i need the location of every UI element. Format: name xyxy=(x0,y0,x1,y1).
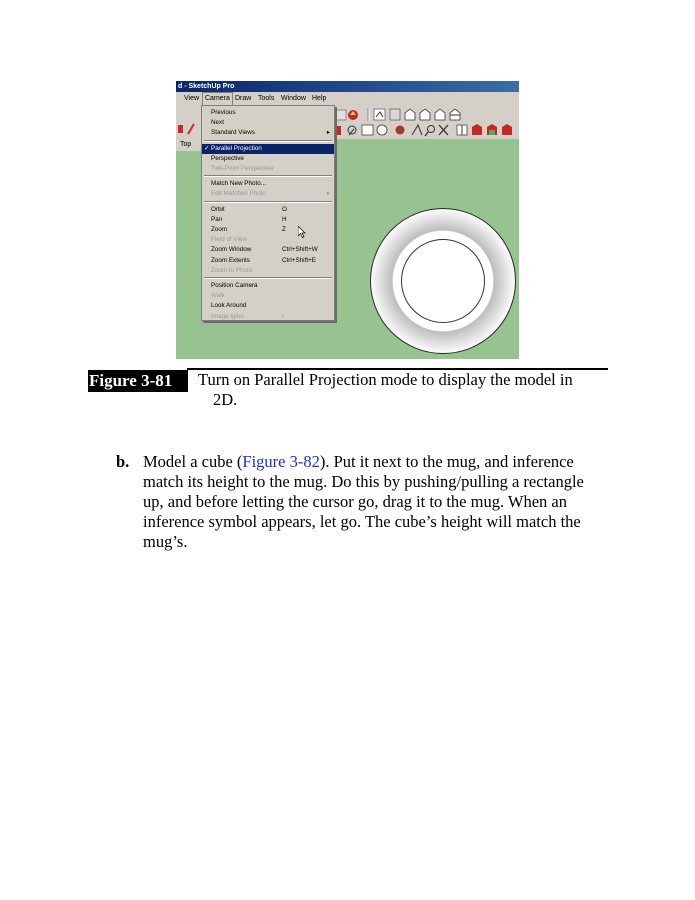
menu-item-zoom-extents[interactable] xyxy=(202,256,334,266)
menu-item-label: Orbit xyxy=(211,205,225,213)
menu-separator xyxy=(204,201,332,203)
menu-item-label: Zoom Window xyxy=(211,246,252,254)
menu-item-look-around[interactable] xyxy=(202,301,334,311)
sketchup-screenshot xyxy=(176,81,519,359)
menu-camera[interactable]: Camera xyxy=(202,92,233,105)
step-line-4: inference symbol appears, let go. The cube’s height will match the xyxy=(143,512,581,531)
menu-item-zoom[interactable] xyxy=(202,225,334,235)
menu-item-zoom-to-photo xyxy=(202,266,334,276)
caption-line-2: 2D. xyxy=(213,390,238,409)
menu-item-label: Match New Photo... xyxy=(211,180,266,188)
menu-item-shortcut: Ctrl+Shift+E xyxy=(282,256,316,264)
previous-view-icon xyxy=(457,125,467,135)
submenu-arrow-icon: ▸ xyxy=(326,129,330,137)
menu-item-perspective[interactable] xyxy=(202,154,334,164)
text-icon xyxy=(362,125,373,135)
caption-line-1: Turn on Parallel Projection mode to display the model in xyxy=(198,370,573,389)
fog-icon xyxy=(487,124,497,135)
front-view-icon xyxy=(405,109,415,120)
shadows-icon xyxy=(472,124,482,135)
menu-item-label: Walk xyxy=(211,292,225,300)
menu-item-label: Pan xyxy=(211,215,223,223)
menubar xyxy=(176,92,519,105)
menu-help[interactable]: Help xyxy=(312,95,327,102)
window-title: d - SketchUp Pro xyxy=(176,81,519,92)
menu-item-label: Image Igloo xyxy=(211,312,244,320)
iso-icon xyxy=(374,109,385,120)
menu-item-label: Field of View xyxy=(211,236,247,244)
menu-item-shortcut: I xyxy=(282,312,284,320)
menu-item-shortcut: Ctrl+Shift+W xyxy=(282,246,318,254)
tape-icon xyxy=(336,126,341,135)
menu-separator xyxy=(204,277,332,279)
menu-item-pan[interactable] xyxy=(202,215,334,225)
menu-item-label: Two-Point Perspective xyxy=(211,165,274,172)
zoom-icon xyxy=(425,126,435,137)
protractor-icon xyxy=(348,126,356,135)
mug-interior xyxy=(401,239,485,323)
zoom-extents-icon xyxy=(439,125,448,135)
component-icon xyxy=(348,110,358,120)
menu-view[interactable]: View xyxy=(184,95,200,102)
menu-window[interactable]: Window xyxy=(281,95,306,102)
left-view-icon xyxy=(450,109,460,120)
step-letter: b. xyxy=(116,452,130,471)
walk-icon xyxy=(336,110,346,120)
orbit-icon xyxy=(396,126,405,135)
menu-separator xyxy=(204,140,332,142)
menu-item-label: Zoom to Photo xyxy=(211,266,253,274)
menu-item-match-new-photo[interactable] xyxy=(202,179,334,189)
figure-caption xyxy=(198,370,598,410)
menu-item-label: Previous xyxy=(211,109,236,116)
section-icon xyxy=(502,124,512,135)
menu-item-field-of-view xyxy=(202,235,334,245)
checkmark-icon: ✓ xyxy=(204,144,210,152)
view-name-tab: Top xyxy=(176,139,204,151)
menu-item-label: Next xyxy=(211,119,224,127)
right-view-icon xyxy=(420,109,430,120)
menu-item-shortcut: O xyxy=(282,205,287,213)
menu-item-label: Edit Matched Photo xyxy=(211,190,266,198)
menu-item-edit-matched-photo xyxy=(202,189,334,199)
menu-item-shortcut: H xyxy=(282,215,287,223)
step-line-2: match its height to the mug. Do this by pushing/pulling a rectangle xyxy=(143,472,584,491)
step-line-3: up, and before letting the cursor go, drag it to the mug. When an xyxy=(143,492,567,511)
figure-label: Figure 3-81 xyxy=(88,370,188,392)
axes-icon xyxy=(377,125,387,135)
step-text xyxy=(143,452,606,552)
step-line-1: Model a cube (Figure 3-82). Put it next to the mug, and inference xyxy=(143,452,574,471)
pan-icon xyxy=(412,125,422,135)
top-view-icon xyxy=(390,109,400,120)
menu-item-label: Position Camera xyxy=(211,282,258,289)
menu-separator xyxy=(204,175,332,177)
menu-item-parallel-projection[interactable] xyxy=(202,144,334,154)
menu-item-image-igloo xyxy=(202,312,334,322)
menu-item-label: Perspective xyxy=(211,154,244,162)
menu-item-previous[interactable] xyxy=(202,108,334,118)
mouse-cursor-icon xyxy=(298,226,306,238)
menu-item-label: Zoom Extents xyxy=(211,256,250,264)
menu-item-shortcut: Z xyxy=(282,226,286,233)
pencil-icon xyxy=(188,124,194,134)
menu-item-standard-views[interactable] xyxy=(202,128,334,138)
menu-item-next[interactable] xyxy=(202,118,334,128)
menu-tools[interactable]: Tools xyxy=(258,95,275,102)
menu-item-label: Parallel Projection xyxy=(211,144,262,152)
menu-item-label: Standard Views xyxy=(211,129,255,137)
submenu-arrow-icon: ▸ xyxy=(326,190,330,198)
menu-draw[interactable]: Draw xyxy=(235,95,252,102)
paint-icon xyxy=(178,125,183,133)
menu-item-label: Zoom xyxy=(211,226,228,233)
menu-item-position-camera[interactable] xyxy=(202,281,334,291)
menu-item-zoom-window[interactable] xyxy=(202,245,334,255)
figure-ref-link[interactable]: Figure 3-82 xyxy=(242,452,320,471)
back-view-icon xyxy=(435,109,445,120)
step-line-5: mug’s. xyxy=(143,532,188,551)
menu-item-orbit[interactable] xyxy=(202,205,334,215)
menu-item-two-point-perspective xyxy=(202,164,334,174)
menu-item-label: Look Around xyxy=(211,302,247,310)
menu-item-walk xyxy=(202,291,334,301)
camera-menu xyxy=(201,105,335,321)
